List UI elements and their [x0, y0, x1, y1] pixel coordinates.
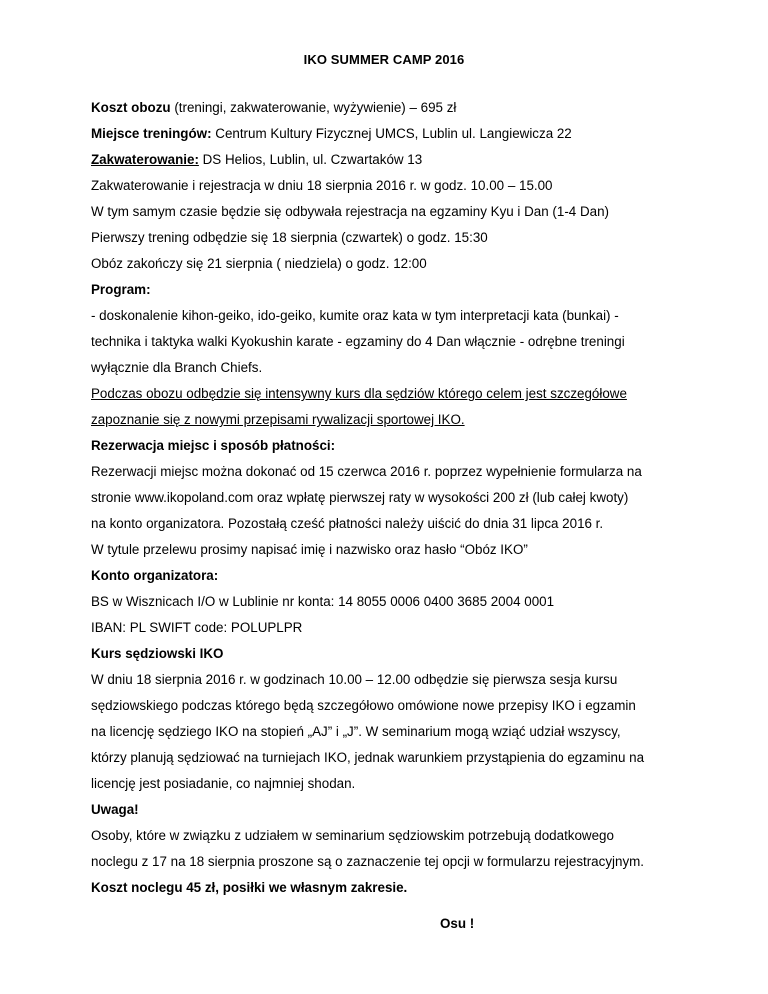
referee-course-line: którzy planują sędziować na turniejach IKO, jednak warunkiem przystąpienia do egzaminu na — [91, 750, 645, 765]
account-line: IBAN: PL SWIFT code: POLUPLPR — [91, 620, 303, 635]
reservation-heading: Rezerwacja miejsc i sposób płatności: — [91, 438, 336, 453]
reservation-line: na konto organizatora. Pozostałą cześć płatności należy uiścić do dnia 31 lipca 2016 r. — [91, 516, 604, 531]
training-place-text: Centrum Kultury Fizycznej UMCS, Lublin ul. Langiewicza 22 — [211, 126, 572, 141]
info-line: W tym samym czasie będzie się odbywała rejestracja na egzaminy Kyu i Dan (1-4 Dan) — [91, 204, 609, 219]
program-line: wyłącznie dla Branch Chiefs. — [91, 360, 263, 375]
referee-course-line: na licencję sędziego IKO na stopień „AJ” i „J”. W seminarium mogą wziąć udział wszyscy, — [91, 724, 621, 739]
training-place-label: Miejsce treningów: — [91, 126, 212, 141]
accommodation-label: Zakwaterowanie: — [91, 152, 199, 167]
program-line: - doskonalenie kihon-geiko, ido-geiko, kumite oraz kata w tym interpretacji kata (bunkai) - — [91, 308, 619, 323]
document-body — [91, 100, 691, 906]
program-line: technika i taktyka walki Kyokushin karate - egzaminy do 4 Dan włącznie - odrębne treningi — [91, 334, 625, 349]
referee-course-line: sędziowskiego podczas którego będą szczegółowo omówione nowe przepisy IKO i egzamin — [91, 698, 636, 713]
account-heading: Konto organizatora: — [91, 568, 219, 583]
referee-course-line: W dniu 18 sierpnia 2016 r. w godzinach 10.00 – 12.00 odbędzie się pierwsza sesja kursu — [91, 672, 618, 687]
cost-line — [91, 100, 691, 126]
referee-course-heading: Kurs sędziowski IKO — [91, 646, 224, 661]
accommodation-line — [91, 152, 691, 178]
program-heading: Program: — [91, 282, 151, 297]
notice-heading: Uwaga! — [91, 802, 139, 817]
program-underlined-line — [91, 386, 691, 412]
notice-line: noclegu z 17 na 18 sierpnia proszone są o zaznaczenie tej opcji w formularzu rejestracyjnym. — [91, 854, 645, 869]
program-underlined-text: Podczas obozu odbędzie się intensywny kurs dla sędziów którego celem jest szczegółowe — [91, 386, 627, 401]
program-underlined-text: zapoznanie się z nowymi przepisami rywalizacji sportowej IKO. — [91, 412, 465, 427]
accommodation-text: DS Helios, Lublin, ul. Czwartaków 13 — [198, 152, 423, 167]
document-title: IKO SUMMER CAMP 2016 — [303, 52, 465, 67]
reservation-line: Rezerwacji miejsc można dokonać od 15 czerwca 2016 r. poprzez wypełnienie formularza na — [91, 464, 642, 479]
closing-greeting: Osu ! — [440, 916, 475, 931]
training-place-line — [91, 126, 691, 152]
cost-label: Koszt obozu — [91, 100, 171, 115]
reservation-line: W tytule przelewu prosimy napisać imię i nazwisko oraz hasło “Obóz IKO” — [91, 542, 528, 557]
info-line: Obóz zakończy się 21 sierpnia ( niedziela) o godz. 12:00 — [91, 256, 427, 271]
info-line: Zakwaterowanie i rejestracja w dniu 18 sierpnia 2016 r. w godz. 10.00 – 15.00 — [91, 178, 553, 193]
info-line: Pierwszy trening odbędzie się 18 sierpnia (czwartek) o godz. 15:30 — [91, 230, 488, 245]
account-line: BS w Wisznicach I/O w Lublinie nr konta: 14 8055 0006 0400 3685 2004 0001 — [91, 594, 555, 609]
cost-text: (treningi, zakwaterowanie, wyżywienie) – 695 zł — [170, 100, 457, 115]
notice-bold-line: Koszt noclegu 45 zł, posiłki we własnym zakresie. — [91, 880, 408, 895]
program-underlined-line — [91, 412, 691, 438]
referee-course-line: licencję jest posiadanie, co najmniej shodan. — [91, 776, 356, 791]
notice-line: Osoby, które w związku z udziałem w seminarium sędziowskim potrzebują dodatkowego — [91, 828, 614, 843]
reservation-line: stronie www.ikopoland.com oraz wpłatę pierwszej raty w wysokości 200 zł (lub całej kwoty) — [91, 490, 629, 505]
